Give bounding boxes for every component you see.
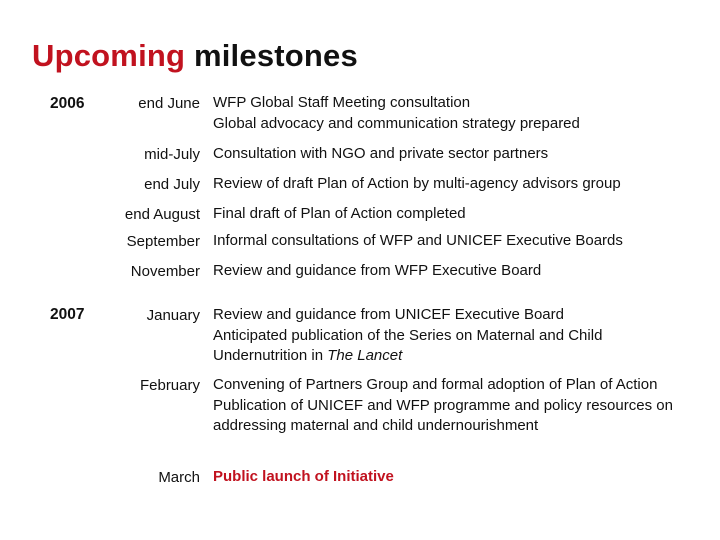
milestone-date: March — [158, 469, 200, 486]
journal-title: The Lancet — [327, 347, 403, 364]
title-highlight: Upcoming — [32, 38, 186, 73]
milestone-item: Review of draft Plan of Action by multi-agency advisors group — [213, 175, 621, 192]
milestone-date: end July — [144, 176, 200, 193]
milestone-description — [213, 467, 683, 488]
milestone-item: Global advocacy and communication strategy prepared — [213, 114, 580, 132]
milestone-item-highlight: Public launch of Initiative — [213, 468, 394, 485]
year-label-2007: 2007 — [50, 306, 85, 323]
milestone-date: November — [130, 263, 200, 280]
milestone-description — [213, 204, 683, 225]
milestone-date: January — [146, 307, 200, 324]
milestone-item: Review and guidance from UNICEF Executive Board — [213, 306, 564, 323]
milestone-item-text: Anticipated publication of the Series on Maternal and Child Undernutrition in — [213, 326, 603, 364]
milestone-description — [213, 261, 683, 282]
milestone-item: Final draft of Plan of Action completed — [213, 205, 466, 222]
milestone-date: mid-July — [144, 146, 200, 163]
milestone-item: Consultation with NGO and private sector partners — [213, 145, 549, 162]
milestone-description — [213, 375, 683, 437]
milestone-item: Convening of Partners Group and formal adoption of Plan of Action — [213, 376, 658, 393]
slide-title — [32, 38, 358, 74]
milestone-description — [213, 93, 683, 134]
milestone-description — [213, 174, 683, 195]
milestone-item: Informal consultations of WFP and UNICEF Executive Boards — [213, 232, 623, 249]
milestone-description — [213, 305, 683, 367]
milestone-item: WFP Global Staff Meeting consultation — [213, 94, 471, 111]
milestone-item: Review and guidance from WFP Executive Board — [213, 262, 542, 279]
milestone-description — [213, 144, 683, 165]
milestone-item: Publication of UNICEF and WFP programme and policy resources on addressing maternal and child undernourishment — [213, 396, 673, 434]
milestone-date: September — [126, 233, 200, 250]
milestone-date: end August — [124, 206, 200, 223]
milestone-item — [213, 326, 683, 367]
milestone-date: end June — [138, 95, 200, 112]
milestone-date: February — [139, 377, 200, 394]
title-rest: milestones — [193, 38, 358, 73]
year-label-2006: 2006 — [50, 95, 85, 112]
milestone-description — [213, 231, 683, 252]
